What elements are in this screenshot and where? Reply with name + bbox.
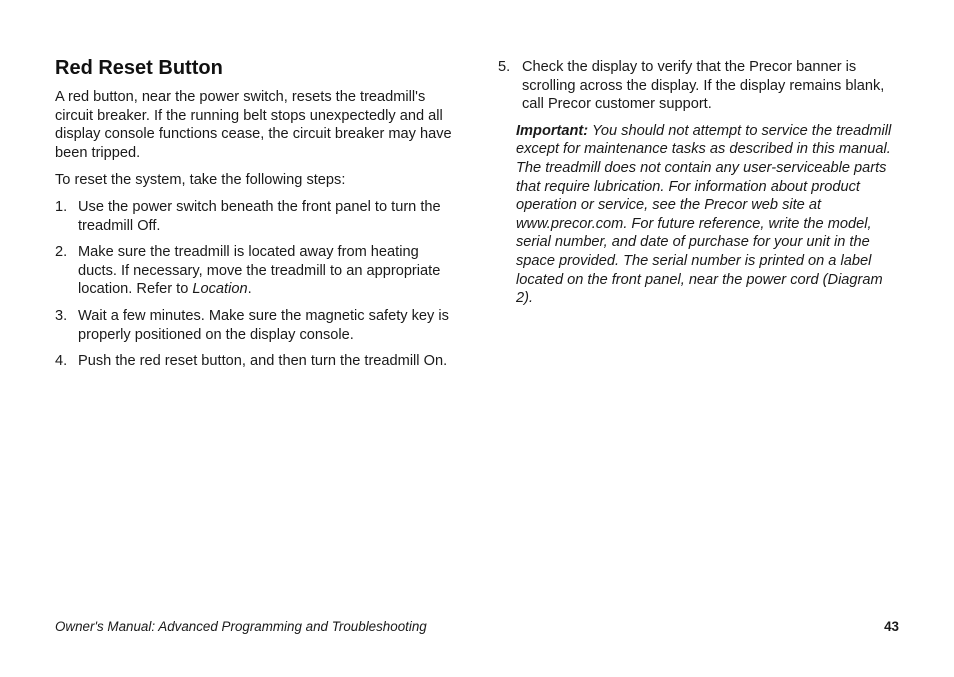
section-heading: Red Reset Button — [55, 57, 223, 79]
right-column — [498, 58, 898, 308]
left-column — [55, 55, 455, 379]
step-item-1 — [55, 198, 455, 235]
important-text: You should not attempt to service the treadmill except for maintenance tasks as described in this manual. The treadmill does not contain any user-serviceable parts that require lubrication. For information about product operation or service, see the Precor web site at www.precor.com. For future reference, write the model, serial number, and date of purchase for your unit in the space provided. The serial number is printed on a label located on the front panel, near the power cord (Diagram 2). — [516, 122, 892, 307]
step-text-end: . — [247, 281, 252, 298]
step-text: Push the red reset button, and then turn the treadmill On. — [78, 353, 448, 370]
step-text: Make sure the treadmill is located away from heating ducts. If necessary, move the treadmill to an appropriate location. Refer to — [78, 244, 441, 298]
step-item-5 — [498, 58, 898, 114]
steps-list — [55, 198, 455, 371]
manual-title: Owner's Manual: Advanced Programming and Troubleshooting — [55, 619, 427, 634]
page-footer — [55, 619, 899, 634]
step-number: 3. — [55, 307, 68, 324]
step-text: Wait a few minutes. Make sure the magnetic safety key is properly positioned on the display console. — [78, 307, 449, 343]
step-text: Check the display to verify that the Precor banner is scrolling across the display. If the display remains blank, call Precor customer support. — [522, 59, 885, 113]
important-note — [516, 122, 898, 308]
step-number: 4. — [55, 353, 68, 370]
step-item-3 — [55, 307, 455, 344]
page-number: 43 — [884, 619, 899, 634]
steps-list-continued — [498, 58, 898, 114]
step-item-2 — [55, 243, 455, 299]
location-reference: Location — [192, 281, 248, 298]
step-text: Use the power switch beneath the front panel to turn the treadmill Off. — [78, 198, 441, 234]
important-label: Important: — [516, 122, 589, 139]
step-item-4 — [55, 352, 455, 371]
intro-paragraph: A red button, near the power switch, resets the treadmill's circuit breaker. If the running belt stops unexpectedly and all display console functions cease, the circuit breaker may have been tripped. — [55, 89, 452, 161]
step-number: 1. — [55, 198, 68, 215]
steps-lead: To reset the system, take the following steps: — [55, 172, 346, 189]
step-number: 2. — [55, 244, 68, 261]
step-number: 5. — [498, 59, 511, 75]
